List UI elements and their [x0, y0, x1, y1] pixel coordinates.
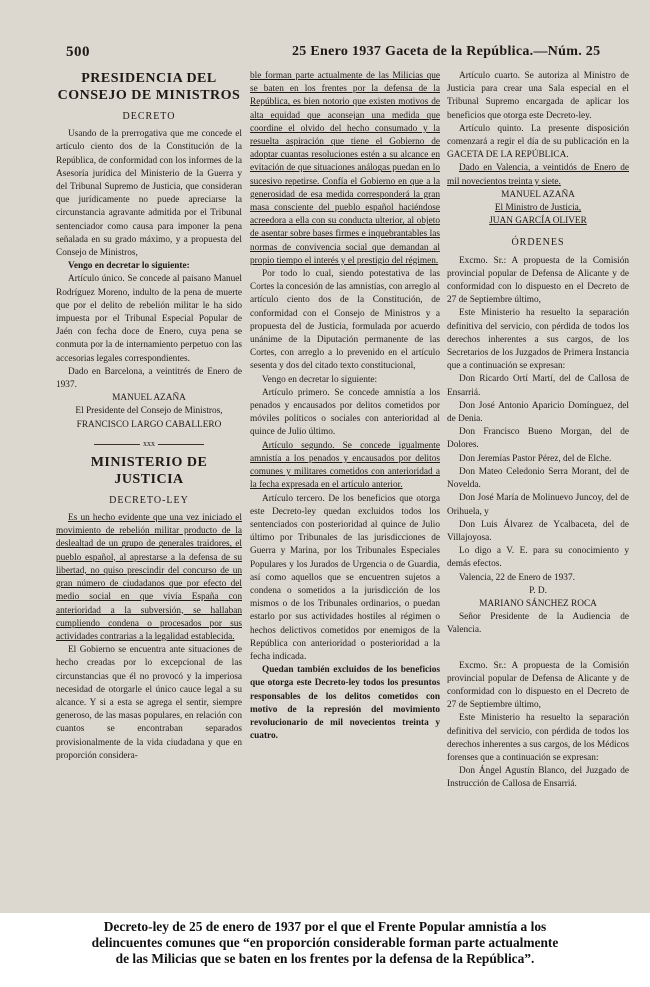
ordenes-title: ÓRDENES	[511, 237, 565, 249]
signature: MARIANO SÁNCHEZ ROCA	[479, 598, 597, 609]
paragraph: Dado en Valencia, a veintidós de Enero de mil novecientos treinta y siete.	[447, 163, 629, 187]
paragraph: Dado en Barcelona, a veintitrés de Enero de 1937.	[56, 366, 242, 391]
paragraph: Por todo lo cual, siendo potestativa de las Cortes la concesión de las amnistías, con arreglo al artículo ciento dos de la Constitución, de conformidad con el Consejo de Ministros y a propuesta del de Justicia, formulada por acuerdo unánime de la Diputación permanente de las Cortes, con arreglo a lo prevenido en el artículo sesenta y dos del citado texto constitucional,	[250, 269, 440, 372]
paragraph: Don Ángel Agustín Blanco, del Juzgado de Instrucción de Callosa de Ensarriá.	[447, 766, 629, 790]
paragraph: Don Jeremías Pastor Pérez, del de Elche.	[459, 453, 612, 464]
signature: JUAN GARCÍA OLIVER	[489, 216, 587, 227]
paragraph: Don Francisco Bueno Morgan, del de Dolores.	[447, 427, 629, 451]
paragraph: Vengo en decretar lo siguiente:	[68, 261, 190, 272]
paragraph: Artículo primero. Se concede amnistía a los penados y encausados por delitos cometidos por móviles políticos o sociales con anterioridad al quince de Julio último.	[250, 387, 440, 438]
column-1	[56, 70, 242, 902]
signature-role: P. D.	[529, 585, 547, 596]
addressee: Señor Presidente de la Audiencia de Valencia.	[447, 612, 629, 636]
signature: FRANCISCO LARGO CABALLERO	[76, 419, 222, 430]
caption-line: de las Milicias que se baten en los frentes por la defensa de la República”.	[115, 951, 535, 966]
paragraph: Excmo. Sr.: A propuesta de la Comisión provincial popular de Defensa de Alicante y de conformidad con lo dispuesto en el Decreto de 27 de Septiembre último,	[447, 255, 629, 306]
column-3	[447, 70, 629, 902]
header-title: 25 Enero 1937 Gaceta de la República.—Núm. 25	[292, 44, 601, 59]
paragraph: Quedan también excluidos de los beneficios que otorga este Decreto-ley todos los presuntos responsables de los delitos cometidos con motivo de la represión del movimiento revolucionario de mil novecientos treinta y cuatro.	[250, 665, 440, 742]
caption-line: delincuentes comunes que “en proporción considerable forman parte actualmente	[91, 935, 559, 950]
page-header	[0, 44, 650, 64]
decreto-ley-title: DECRETO-LEY	[109, 494, 189, 506]
paragraph: Don José María de Molinuevo Juncoy, del de Orihuela, y	[447, 493, 629, 517]
paragraph: Vengo en decretar lo siguiente:	[262, 374, 378, 385]
paragraph: Este Ministerio ha resuelto la separación definitiva del servicio, con pérdida de todos los derechos inherentes a sus cargos, de los Médicos forenses que a continuación se expresan:	[447, 713, 629, 763]
decreto-title: DECRETO	[122, 111, 176, 122]
signature: MANUEL AZAÑA	[112, 393, 186, 404]
section-title-justicia: MINISTERIO DE JUSTICIA	[90, 454, 208, 487]
signature-role: El Presidente del Consejo de Ministros,	[75, 406, 223, 417]
section-title-presidencia: PRESIDENCIA DEL CONSEJO DE MINISTROS	[57, 71, 241, 103]
paragraph: Usando de la prerrogativa que me concede el artículo ciento dos de la Constitución de la República, de conformidad con los informes de la Asesoría jurídica del Ministerio de la Guerra y del Tribunal Supremo de Justicia, que consideran que jurídicamente no puede apreciarse la circunstancia agravante admitida por el Tribunal sentenciador como causa para imponer la pena señalada en su grado máximo, y a propuesta del Consejo de Ministros,	[56, 129, 242, 259]
paragraph: Don Mateo Celedonio Serra Morant, del de Novelda.	[447, 466, 629, 491]
paragraph: Es un hecho evidente que una vez iniciado el movimiento de rebelión militar producto de la deslealtad de un grupo de generales traidores, el pueblo español, al aprestarse a la defensa de su libertad, no quiso prescindir del concurso de un gran número de ciudadanos que por efecto del medio social en que vivía España con anterioridad a la subversión, se hallaban cumpliendo condena o procesados por sus actividades contrarias a la legalidad establecida.	[56, 513, 242, 642]
paragraph: Artículo quinto. La presente disposición comenzará a regir el día de su publicación en la GACETA DE LA REPÚBLICA.	[447, 123, 629, 161]
paragraph: Don José Antonio Aparicio Domínguez, del de Denia.	[447, 400, 629, 425]
paragraph: Excmo. Sr.: A propuesta de la Comisión provincial popular de Defensa de Alicante y de conformidad con lo dispuesto en el Decreto de 27 de Septiembre último,	[447, 660, 629, 711]
paragraph: Artículo cuarto. Se autoriza al Ministro de Justicia para crear una Sala especial en el Tribunal Supremo encargada de aplicar los beneficios que otorga este Decreto-ley.	[447, 71, 629, 121]
paragraph: Artículo segundo. Se concede igualmente amnistía a los penados y encausados por delitos comunes y militares cometidos con anterioridad a la fecha expresada en el artículo anterior.	[250, 440, 440, 491]
page-number: 500	[66, 44, 90, 60]
caption-line: Decreto-ley de 25 de enero de 1937 por el que el Frente Popular amnistía a los	[103, 919, 547, 934]
signature: MANUEL AZAÑA	[501, 189, 575, 200]
paragraph: Don Ricardo Ortí Martí, del de Callosa de Ensarriá.	[447, 374, 629, 398]
column-2	[250, 70, 440, 902]
signature-role: El Ministro de Justicia,	[494, 203, 582, 214]
paragraph: Lo digo a V. E. para su conocimiento y demás efectos.	[447, 546, 629, 570]
paragraph: ble forman parte actualmente de las Milicias que se baten en los frentes por la defensa de la República, es bien notorio que existen motivos de alta equidad que aconsejan una medida que coordine el olvido del hecho consumado y la resuelta aspiración que tiene el Gobierno de adoptar cuantas resoluciones estén a su alcance en evitación de que situaciones análogas puedan en lo sucesivo repetirse. Confía el Gobierno en que a la generosidad de esa medida corresponderá la gran masa consciente del pueblo español haciéndose acreedora a ella con su conducta ulterior, al objeto de asentar sobre bases firmes e inquebrantables las normas de convivencia social que demandan al propio tiempo el interés y el prestigio del régimen.	[250, 71, 440, 266]
paragraph: Don Luis Álvarez de Ycalbaceta, del de Villajoyosa.	[447, 519, 629, 543]
paragraph: Valencia, 22 de Enero de 1937.	[459, 572, 575, 583]
paragraph: Artículo único. Se concede al paisano Manuel Rodríguez Moreno, indulto de la pena de muerte que por el delito de rebelión militar le ha sido impuesta por el Tribunal Especial Popular de Jaén con fecha doce de Enero, cuya pena se conmuta por la de internamiento perpetuo con las accesorias legales correspondientes.	[56, 274, 242, 364]
separator: xxx	[56, 438, 242, 450]
paragraph: Artículo tercero. De los beneficios que otorga este Decreto-ley quedan excluidos todos los sentenciados con posterioridad al quince de Julio último por Tribunales de las jurisdicciones de Guerra y Marina, por los Tribunales Especiales Populares y los Jurados de Urgencia o de Guardia, así como aquellos que se encuentren sujetos a condena o sometidos a la jurisdicción de los mismos o de los Tribunales ordinarios, o puedan estarlo por sus actividades hostiles al régimen o hechos delictivos cometidos por enemigos de la República con anterioridad o posterioridad a la fecha indicada.	[250, 493, 440, 662]
paragraph: El Gobierno se encuentra ante situaciones de hecho creadas por lo excepcional de las circunstancias que él no provocó y la imperiosa necesidad de otorgarle el único cauce legal a su alcance. Y si a esta se agrega el sentir, siempre generoso, de las masas populares, en relación con cuantos se encontraban separados provisionalmente de la vida ciudadana y que en proporción considera-	[56, 645, 242, 761]
figure-caption	[0, 919, 650, 967]
paragraph: Este Ministerio ha resuelto la separación definitiva del servicio, con pérdida de todos los derechos inherentes a sus cargos, de los Secretarios de los Juzgados de Primera Instancia que a continuación se expresan:	[447, 308, 629, 372]
